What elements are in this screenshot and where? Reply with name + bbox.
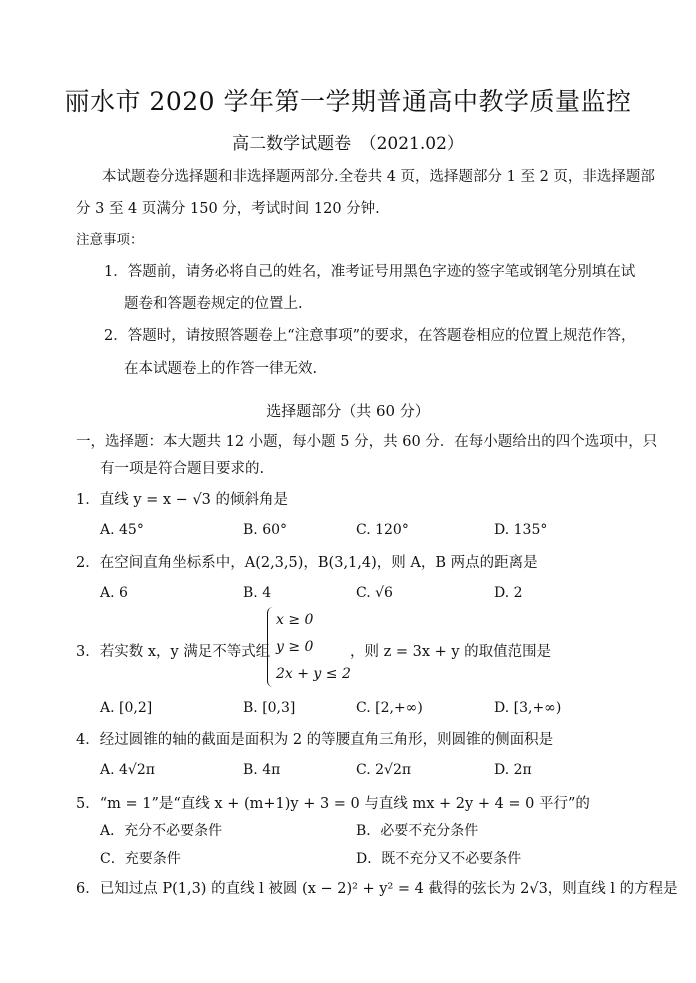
question-3-option-c: C. [2,+∞)	[356, 700, 423, 716]
question-4-option-b: B. 4π	[243, 762, 281, 778]
question-3-stem-suffix: ，则 z = 3x + y 的取值范围是	[350, 644, 552, 660]
note-2-line-1: 2．答题时，请按照答题卷上“注意事项”的要求，在答题卷相应的位置上规范作答，	[104, 328, 636, 344]
question-2-option-a: A. 6	[100, 585, 128, 601]
question-4-option-c: C. 2√2π	[356, 762, 412, 778]
question-4-option-d: D. 2π	[494, 762, 532, 778]
page-title: 丽水市 2020 学年第一学期普通高中教学质量监控	[64, 87, 632, 116]
question-3-option-a: A. [0,2]	[100, 700, 153, 716]
question-1-stem: 1．直线 y = x − √3 的倾斜角是	[76, 492, 289, 508]
question-1-option-a: A. 45°	[100, 522, 144, 538]
question-2-option-c: C. √6	[356, 585, 393, 601]
question-5-option-a: A．充分不必要条件	[100, 823, 223, 839]
question-5-option-c: C．充要条件	[100, 851, 181, 867]
page-subtitle: 高二数学试题卷 （2021.02）	[232, 134, 464, 154]
inequality-2: y ≥ 0	[276, 639, 314, 655]
question-2-option-b: B. 4	[243, 585, 272, 601]
section-instruction-line-1: 一，选择题：本大题共 12 小题，每小题 5 分，共 60 分．在每小题给出的四个选项中，只	[76, 434, 658, 450]
question-3-stem-prefix: 3．若实数 x，y 满足不等式组	[76, 644, 271, 660]
note-1-line-2: 题卷和答题卷规定的位置上.	[124, 296, 303, 312]
notes-heading: 注意事项：	[76, 232, 144, 248]
question-3-option-b: B. [0,3]	[243, 700, 296, 716]
question-2-option-d: D. 2	[494, 585, 523, 601]
question-5-stem: 5．“m = 1”是“直线 x + (m+1)y + 3 = 0 与直线 mx + 2y + 4 = 0 平行”的	[76, 796, 590, 812]
question-5-option-b: B．必要不充分条件	[356, 823, 479, 839]
question-5-option-d: D．既不充分又不必要条件	[356, 851, 522, 867]
section-heading: 选择题部分（共 60 分）	[266, 402, 430, 420]
note-1-line-1: 1．答题前，请务必将自己的姓名，准考证号用黑色字迹的签字笔或钢笔分别填在试	[104, 264, 636, 280]
question-1-option-c: C. 120°	[356, 522, 409, 538]
note-2-line-2: 在本试题卷上的作答一律无效.	[124, 361, 318, 377]
question-2-stem: 2．在空间直角坐标系中，A(2,3,5)，B(3,1,4)，则 A，B 两点的距离是	[76, 555, 538, 571]
question-4-stem: 4．经过圆锥的轴的截面是面积为 2 的等腰直角三角形，则圆锥的侧面积是	[76, 732, 554, 748]
question-6-stem: 6．已知过点 P(1,3) 的直线 l 被圆 (x − 2)² + y² = 4 截得的弦长为 2√3，则直线 l 的方程是	[76, 881, 678, 897]
section-instruction-line-2: 有一项是符合题目要求的.	[100, 461, 265, 477]
inequality-1: x ≥ 0	[276, 612, 314, 628]
inequality-3: 2x + y ≤ 2	[276, 666, 351, 682]
question-1-option-d: D. 135°	[494, 522, 548, 538]
question-4-option-a: A. 4√2π	[100, 762, 155, 778]
question-3-option-d: D. [3,+∞)	[494, 700, 562, 716]
intro-line-1: 本试题卷分选择题和非选择题两部分.全卷共 4 页，选择题部分 1 至 2 页，非选择题部	[102, 169, 655, 185]
question-1-option-b: B. 60°	[243, 522, 288, 538]
intro-line-2: 分 3 至 4 页满分 150 分，考试时间 120 分钟.	[76, 201, 380, 217]
